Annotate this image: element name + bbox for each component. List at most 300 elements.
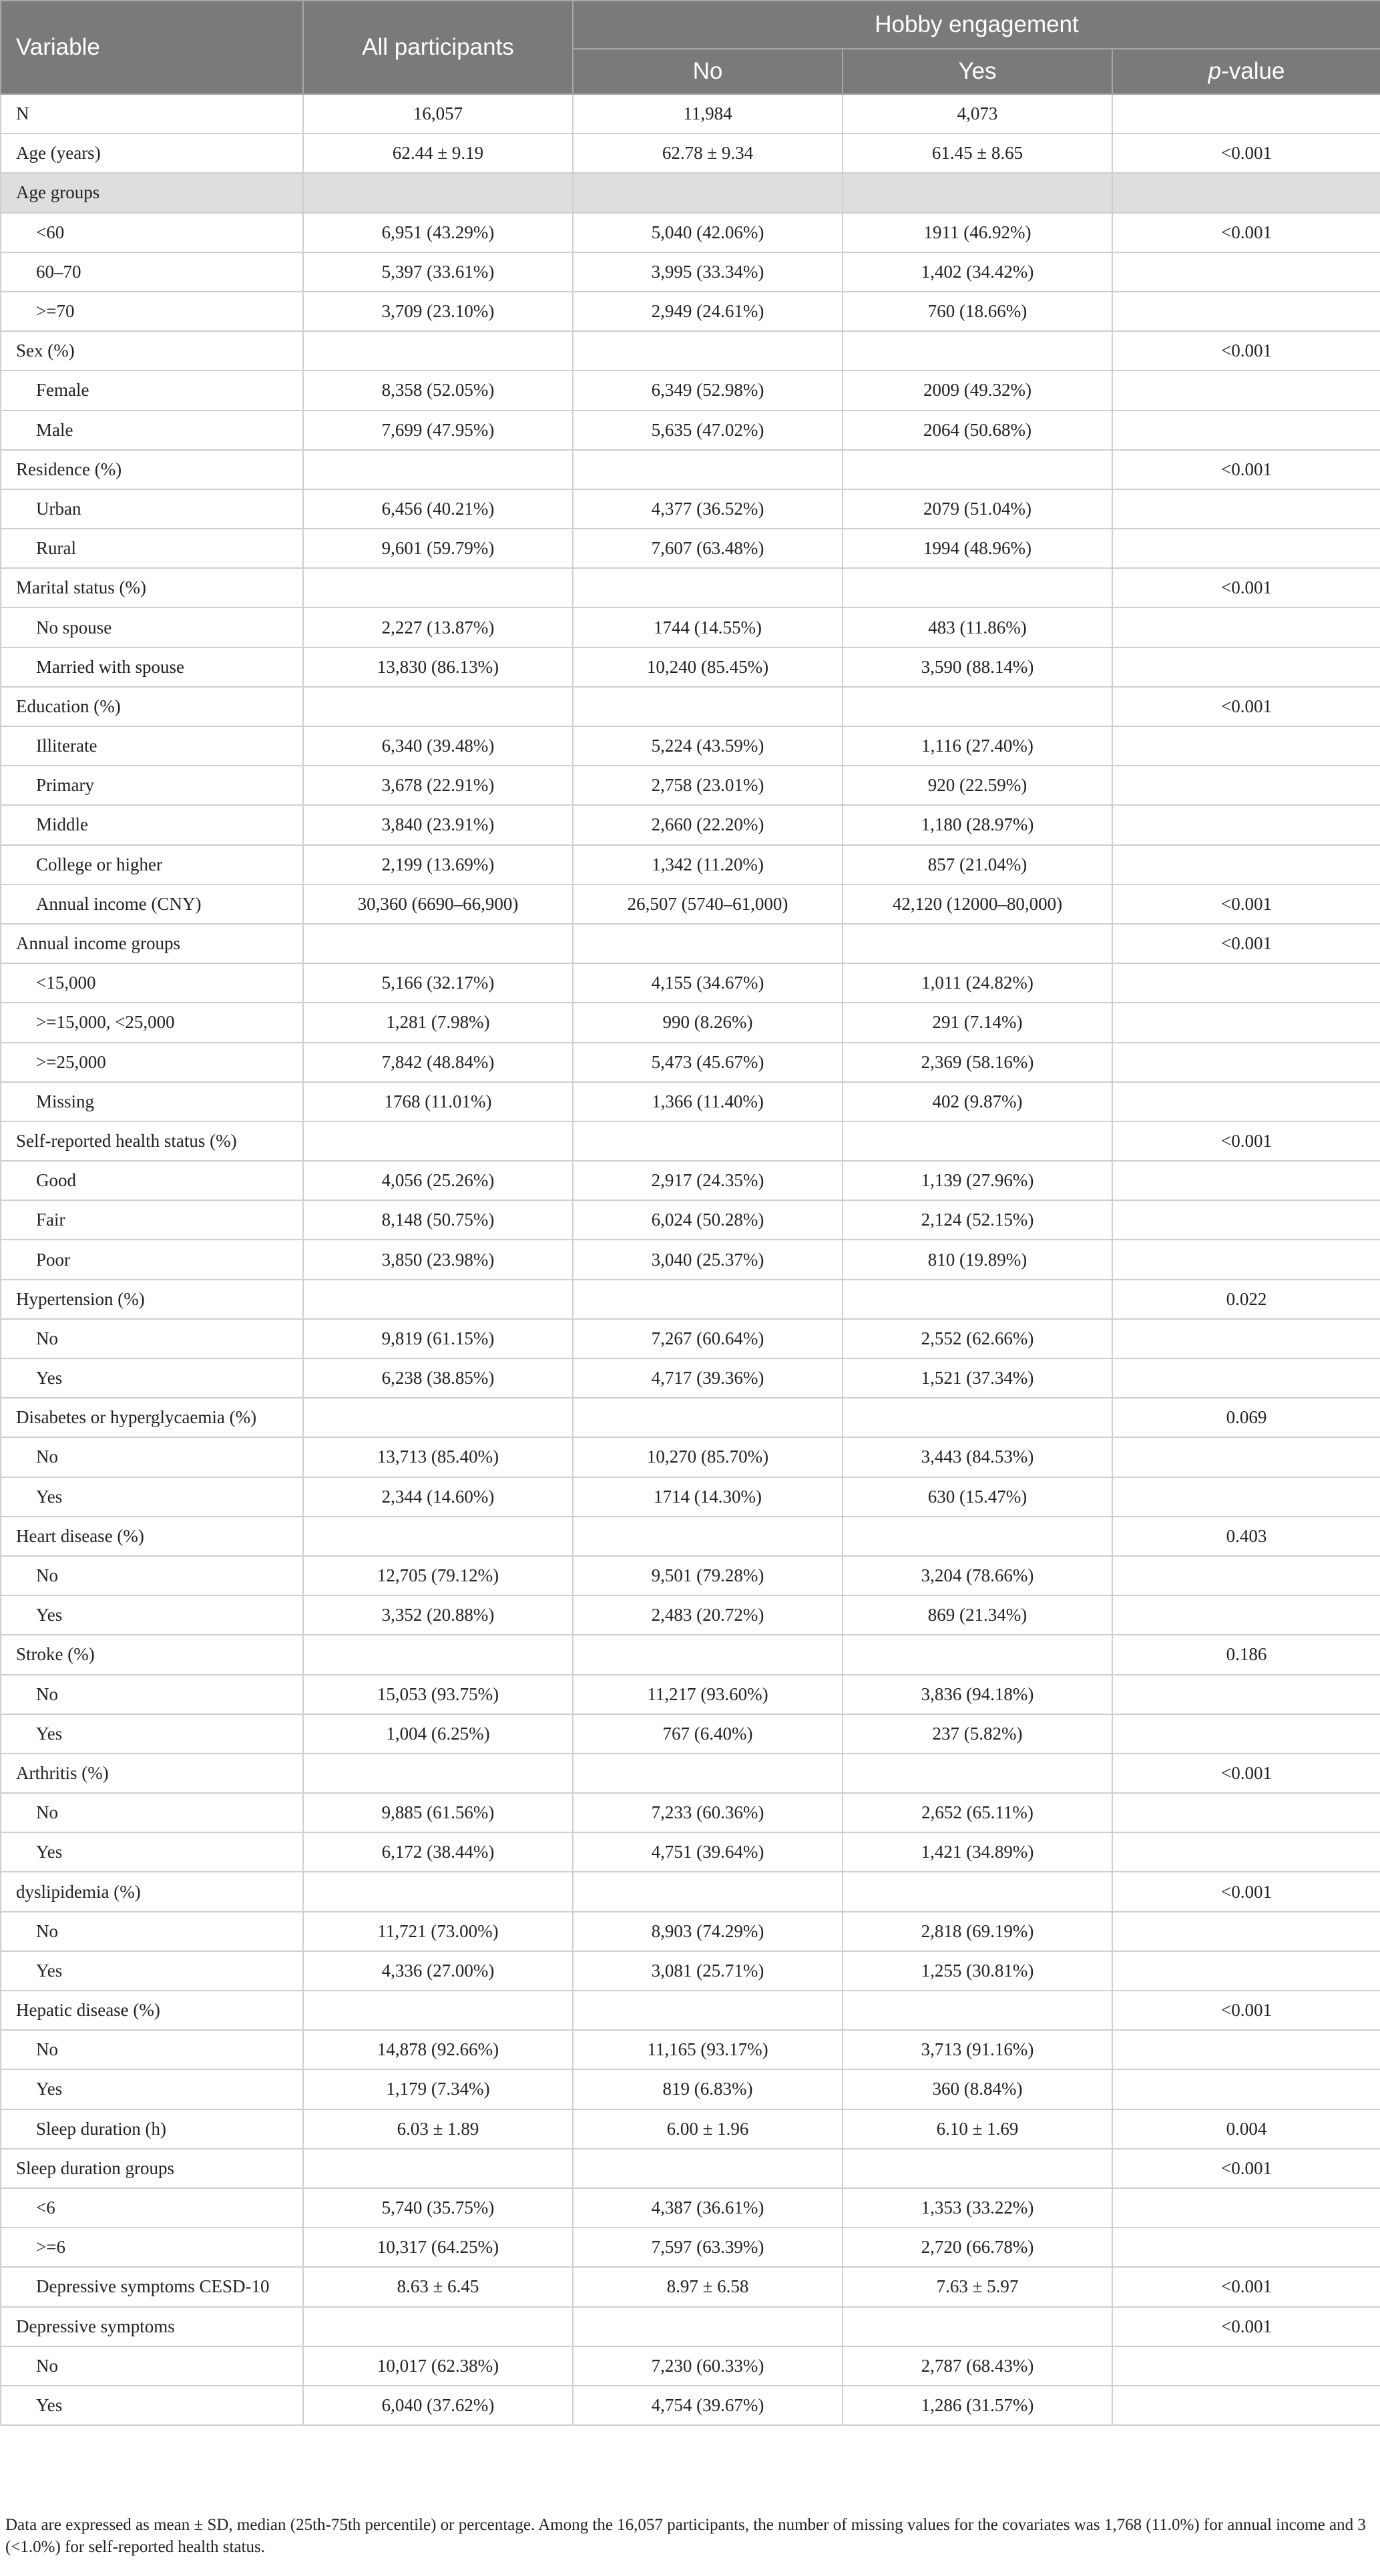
hobby-yes-cell xyxy=(843,2149,1112,2188)
table-row xyxy=(1,1832,1380,1872)
variable-cell: Yes xyxy=(1,2386,303,2425)
all-participants-cell xyxy=(303,568,573,607)
hobby-no-cell: 8.97 ± 6.58 xyxy=(573,2267,843,2306)
hobby-no-cell: 4,754 (39.67%) xyxy=(573,2386,843,2425)
all-participants-cell: 2,344 (14.60%) xyxy=(303,1477,573,1517)
all-participants-cell xyxy=(303,2149,573,2188)
table-row xyxy=(1,607,1380,647)
p-value-cell xyxy=(1112,1832,1380,1872)
variable-cell: No xyxy=(1,1793,303,1832)
hobby-yes-cell: 810 (19.89%) xyxy=(843,1240,1112,1279)
header-variable: Variable xyxy=(1,1,303,94)
hobby-no-cell: 6.00 ± 1.96 xyxy=(573,2109,843,2149)
all-participants-cell: 62.44 ± 9.19 xyxy=(303,134,573,173)
hobby-no-cell: 5,635 (47.02%) xyxy=(573,411,843,450)
hobby-no-cell: 4,387 (36.61%) xyxy=(573,2188,843,2228)
all-participants-cell: 11,721 (73.00%) xyxy=(303,1912,573,1951)
all-participants-cell: 13,830 (86.13%) xyxy=(303,648,573,687)
p-value-cell: <0.001 xyxy=(1112,1872,1380,1911)
hobby-yes-cell: 7.63 ± 5.97 xyxy=(843,2267,1112,2306)
p-value-cell xyxy=(1112,1714,1380,1754)
p-value-cell xyxy=(1112,726,1380,766)
p-value-cell xyxy=(1112,2346,1380,2386)
hobby-no-cell: 819 (6.83%) xyxy=(573,2069,843,2109)
variable-cell: 60–70 xyxy=(1,252,303,292)
hobby-yes-cell: 2064 (50.68%) xyxy=(843,411,1112,450)
all-participants-cell xyxy=(303,1121,573,1161)
p-value-cell: 0.403 xyxy=(1112,1517,1380,1556)
table-row xyxy=(1,805,1380,844)
table-row xyxy=(1,1793,1380,1832)
table-row xyxy=(1,1082,1380,1121)
hobby-no-cell: 1744 (14.55%) xyxy=(573,607,843,647)
all-participants-cell: 6.03 ± 1.89 xyxy=(303,2109,573,2149)
all-participants-cell: 2,199 (13.69%) xyxy=(303,845,573,884)
variable-cell: Stroke (%) xyxy=(1,1635,303,1674)
variable-cell: Poor xyxy=(1,1240,303,1279)
table-row xyxy=(1,2267,1380,2306)
hobby-no-cell: 5,224 (43.59%) xyxy=(573,726,843,766)
table-row xyxy=(1,2228,1380,2267)
hobby-yes-cell xyxy=(843,1398,1112,1437)
variable-cell: <60 xyxy=(1,213,303,252)
hobby-yes-cell: 1,521 (37.34%) xyxy=(843,1358,1112,1398)
all-participants-cell: 8,148 (50.75%) xyxy=(303,1200,573,1240)
hobby-yes-cell xyxy=(843,173,1112,212)
variable-cell: Middle xyxy=(1,805,303,844)
table-row xyxy=(1,489,1380,529)
p-value-cell xyxy=(1112,607,1380,647)
p-value-cell xyxy=(1112,1793,1380,1832)
variable-cell: Urban xyxy=(1,489,303,529)
p-value-cell xyxy=(1112,2030,1380,2069)
variable-cell: >=70 xyxy=(1,292,303,331)
all-participants-cell xyxy=(303,331,573,370)
all-participants-cell: 6,172 (38.44%) xyxy=(303,1832,573,1872)
variable-cell: Sleep duration (h) xyxy=(1,2109,303,2149)
all-participants-cell: 15,053 (93.75%) xyxy=(303,1675,573,1714)
variable-cell: Depressive symptoms xyxy=(1,2307,303,2346)
all-participants-cell: 5,740 (35.75%) xyxy=(303,2188,573,2228)
table-row xyxy=(1,1319,1380,1358)
all-participants-cell: 8,358 (52.05%) xyxy=(303,370,573,410)
table-row xyxy=(1,1714,1380,1754)
p-value-cell xyxy=(1112,252,1380,292)
p-value-cell xyxy=(1112,1200,1380,1240)
variable-cell: Annual income (CNY) xyxy=(1,884,303,924)
table-body xyxy=(1,94,1380,2425)
table-row xyxy=(1,1912,1380,1951)
hobby-no-cell: 5,040 (42.06%) xyxy=(573,213,843,252)
hobby-yes-cell: 1,421 (34.89%) xyxy=(843,1832,1112,1872)
hobby-no-cell xyxy=(573,2149,843,2188)
hobby-no-cell: 1,342 (11.20%) xyxy=(573,845,843,884)
p-value-cell: <0.001 xyxy=(1112,568,1380,607)
hobby-yes-cell: 1,180 (28.97%) xyxy=(843,805,1112,844)
hobby-no-cell: 767 (6.40%) xyxy=(573,1714,843,1754)
p-value-cell xyxy=(1112,1437,1380,1477)
hobby-no-cell xyxy=(573,1517,843,1556)
all-participants-cell: 3,709 (23.10%) xyxy=(303,292,573,331)
hobby-no-cell: 7,233 (60.36%) xyxy=(573,1793,843,1832)
hobby-no-cell: 6,024 (50.28%) xyxy=(573,1200,843,1240)
p-value-cell xyxy=(1112,1358,1380,1398)
all-participants-cell: 8.63 ± 6.45 xyxy=(303,2267,573,2306)
variable-cell: Yes xyxy=(1,1358,303,1398)
table-row xyxy=(1,2386,1380,2425)
table-row xyxy=(1,2069,1380,2109)
hobby-yes-cell: 2,124 (52.15%) xyxy=(843,1200,1112,1240)
p-value-cell xyxy=(1112,292,1380,331)
p-value-cell: <0.001 xyxy=(1112,134,1380,173)
all-participants-cell: 3,850 (23.98%) xyxy=(303,1240,573,1279)
hobby-no-cell xyxy=(573,1754,843,1793)
table-row xyxy=(1,1200,1380,1240)
hobby-no-cell xyxy=(573,173,843,212)
variable-cell: Fair xyxy=(1,1200,303,1240)
hobby-yes-cell: 630 (15.47%) xyxy=(843,1477,1112,1517)
variable-cell: No spouse xyxy=(1,607,303,647)
variable-cell: Yes xyxy=(1,1595,303,1635)
all-participants-cell xyxy=(303,1754,573,1793)
variable-cell: Yes xyxy=(1,1714,303,1754)
hobby-yes-cell: 4,073 xyxy=(843,94,1112,134)
hobby-no-cell xyxy=(573,450,843,489)
variable-cell: Depressive symptoms CESD-10 xyxy=(1,2267,303,2306)
all-participants-cell: 3,352 (20.88%) xyxy=(303,1595,573,1635)
table-row xyxy=(1,450,1380,489)
hobby-no-cell xyxy=(573,1280,843,1319)
variable-cell: No xyxy=(1,1319,303,1358)
hobby-yes-cell: 1,116 (27.40%) xyxy=(843,726,1112,766)
hobby-yes-cell: 42,120 (12000–80,000) xyxy=(843,884,1112,924)
table-row xyxy=(1,1595,1380,1635)
all-participants-cell xyxy=(303,450,573,489)
table-row xyxy=(1,2346,1380,2386)
hobby-yes-cell: 1,011 (24.82%) xyxy=(843,963,1112,1003)
hobby-no-cell: 9,501 (79.28%) xyxy=(573,1556,843,1595)
p-value-cell: 0.004 xyxy=(1112,2109,1380,2149)
variable-cell: No xyxy=(1,2346,303,2386)
variable-cell: Hepatic disease (%) xyxy=(1,1991,303,2030)
p-value-cell xyxy=(1112,370,1380,410)
all-participants-cell xyxy=(303,1517,573,1556)
table-row xyxy=(1,1240,1380,1279)
hobby-yes-cell xyxy=(843,1754,1112,1793)
all-participants-cell: 6,340 (39.48%) xyxy=(303,726,573,766)
table-row xyxy=(1,568,1380,607)
all-participants-cell xyxy=(303,1991,573,2030)
all-participants-cell: 5,166 (32.17%) xyxy=(303,963,573,1003)
table-row xyxy=(1,213,1380,252)
hobby-yes-cell: 2,787 (68.43%) xyxy=(843,2346,1112,2386)
p-value-cell: <0.001 xyxy=(1112,2267,1380,2306)
p-value-cell xyxy=(1112,805,1380,844)
header-hobby-engagement: Hobby engagement xyxy=(573,1,1380,49)
all-participants-cell xyxy=(303,173,573,212)
hobby-yes-cell: 3,443 (84.53%) xyxy=(843,1437,1112,1477)
p-value-cell: <0.001 xyxy=(1112,924,1380,963)
variable-cell: College or higher xyxy=(1,845,303,884)
p-value-cell xyxy=(1112,1595,1380,1635)
hobby-yes-cell: 857 (21.04%) xyxy=(843,845,1112,884)
all-participants-cell: 1,179 (7.34%) xyxy=(303,2069,573,2109)
hobby-no-cell: 6,349 (52.98%) xyxy=(573,370,843,410)
p-value-cell xyxy=(1112,411,1380,450)
all-participants-cell: 13,713 (85.40%) xyxy=(303,1437,573,1477)
table-row xyxy=(1,1675,1380,1714)
hobby-yes-cell: 6.10 ± 1.69 xyxy=(843,2109,1112,2149)
variable-cell: Residence (%) xyxy=(1,450,303,489)
hobby-no-cell xyxy=(573,568,843,607)
variable-cell: Male xyxy=(1,411,303,450)
hobby-yes-cell: 1994 (48.96%) xyxy=(843,529,1112,568)
hobby-yes-cell: 1911 (46.92%) xyxy=(843,213,1112,252)
hobby-yes-cell: 1,402 (34.42%) xyxy=(843,252,1112,292)
variable-cell: Marital status (%) xyxy=(1,568,303,607)
variable-cell: >=15,000, <25,000 xyxy=(1,1003,303,1042)
variable-cell: Arthritis (%) xyxy=(1,1754,303,1793)
table-row xyxy=(1,924,1380,963)
section-row xyxy=(1,173,1380,212)
table-row xyxy=(1,1951,1380,1991)
p-value-cell: <0.001 xyxy=(1112,450,1380,489)
all-participants-cell: 5,397 (33.61%) xyxy=(303,252,573,292)
table-row xyxy=(1,1477,1380,1517)
table-row xyxy=(1,411,1380,450)
hobby-no-cell xyxy=(573,1991,843,2030)
hobby-yes-cell: 2,369 (58.16%) xyxy=(843,1043,1112,1082)
p-value-cell: 0.069 xyxy=(1112,1398,1380,1437)
hobby-no-cell: 5,473 (45.67%) xyxy=(573,1043,843,1082)
p-value-cell xyxy=(1112,766,1380,805)
p-value-cell xyxy=(1112,2386,1380,2425)
hobby-no-cell: 3,995 (33.34%) xyxy=(573,252,843,292)
hobby-no-cell: 2,758 (23.01%) xyxy=(573,766,843,805)
hobby-yes-cell: 3,204 (78.66%) xyxy=(843,1556,1112,1595)
hobby-no-cell xyxy=(573,1121,843,1161)
hobby-no-cell xyxy=(573,687,843,726)
p-value-cell xyxy=(1112,2188,1380,2228)
table-row xyxy=(1,331,1380,370)
variable-cell: No xyxy=(1,1556,303,1595)
all-participants-cell: 6,040 (37.62%) xyxy=(303,2386,573,2425)
hobby-yes-cell xyxy=(843,331,1112,370)
table-row xyxy=(1,370,1380,410)
p-value-cell xyxy=(1112,2069,1380,2109)
hobby-yes-cell: 3,590 (88.14%) xyxy=(843,648,1112,687)
header-p-suffix: -value xyxy=(1221,58,1285,84)
all-participants-cell: 4,056 (25.26%) xyxy=(303,1161,573,1200)
table-row xyxy=(1,134,1380,173)
hobby-yes-cell: 1,353 (33.22%) xyxy=(843,2188,1112,2228)
p-value-cell xyxy=(1112,1319,1380,1358)
hobby-no-cell: 4,155 (34.67%) xyxy=(573,963,843,1003)
hobby-yes-cell: 360 (8.84%) xyxy=(843,2069,1112,2109)
p-value-cell: <0.001 xyxy=(1112,1121,1380,1161)
hobby-no-cell: 26,507 (5740–61,000) xyxy=(573,884,843,924)
hobby-yes-cell xyxy=(843,1635,1112,1674)
p-value-cell: <0.001 xyxy=(1112,884,1380,924)
variable-cell: Good xyxy=(1,1161,303,1200)
hobby-no-cell: 8,903 (74.29%) xyxy=(573,1912,843,1951)
hobby-no-cell: 62.78 ± 9.34 xyxy=(573,134,843,173)
hobby-yes-cell: 483 (11.86%) xyxy=(843,607,1112,647)
p-value-cell xyxy=(1112,1240,1380,1279)
all-participants-cell: 7,842 (48.84%) xyxy=(303,1043,573,1082)
table-row xyxy=(1,1043,1380,1082)
hobby-yes-cell: 2,720 (66.78%) xyxy=(843,2228,1112,2267)
p-value-cell xyxy=(1112,1951,1380,1991)
all-participants-cell xyxy=(303,1280,573,1319)
p-value-cell xyxy=(1112,1161,1380,1200)
table-row xyxy=(1,726,1380,766)
all-participants-cell xyxy=(303,1398,573,1437)
variable-cell: Female xyxy=(1,370,303,410)
table-row xyxy=(1,2109,1380,2149)
all-participants-cell: 9,601 (59.79%) xyxy=(303,529,573,568)
variable-cell: >=25,000 xyxy=(1,1043,303,1082)
hobby-no-cell: 7,597 (63.39%) xyxy=(573,2228,843,2267)
table-row xyxy=(1,845,1380,884)
hobby-no-cell: 2,660 (22.20%) xyxy=(573,805,843,844)
table-row xyxy=(1,648,1380,687)
variable-cell: Rural xyxy=(1,529,303,568)
all-participants-cell: 2,227 (13.87%) xyxy=(303,607,573,647)
variable-cell: Heart disease (%) xyxy=(1,1517,303,1556)
all-participants-cell: 10,317 (64.25%) xyxy=(303,2228,573,2267)
variable-cell: Disabetes or hyperglycaemia (%) xyxy=(1,1398,303,1437)
p-value-cell xyxy=(1112,1912,1380,1951)
header-no: No xyxy=(573,49,843,94)
all-participants-cell: 10,017 (62.38%) xyxy=(303,2346,573,2386)
p-value-cell: <0.001 xyxy=(1112,1754,1380,1793)
variable-cell: Annual income groups xyxy=(1,924,303,963)
hobby-no-cell: 11,165 (93.17%) xyxy=(573,2030,843,2069)
hobby-yes-cell xyxy=(843,568,1112,607)
hobby-yes-cell xyxy=(843,2307,1112,2346)
variable-cell: Primary xyxy=(1,766,303,805)
all-participants-cell xyxy=(303,1872,573,1911)
hobby-yes-cell: 760 (18.66%) xyxy=(843,292,1112,331)
all-participants-cell: 14,878 (92.66%) xyxy=(303,2030,573,2069)
variable-cell: Yes xyxy=(1,1832,303,1872)
variable-cell: No xyxy=(1,1437,303,1477)
hobby-no-cell: 10,240 (85.45%) xyxy=(573,648,843,687)
variable-cell: No xyxy=(1,1675,303,1714)
hobby-yes-cell: 237 (5.82%) xyxy=(843,1714,1112,1754)
table-row xyxy=(1,766,1380,805)
table-row xyxy=(1,1991,1380,2030)
all-participants-cell: 1,281 (7.98%) xyxy=(303,1003,573,1042)
hobby-no-cell: 4,377 (36.52%) xyxy=(573,489,843,529)
hobby-yes-cell: 3,836 (94.18%) xyxy=(843,1675,1112,1714)
variable-cell: Self-reported health status (%) xyxy=(1,1121,303,1161)
hobby-no-cell xyxy=(573,331,843,370)
p-value-cell xyxy=(1112,1003,1380,1042)
table-row xyxy=(1,292,1380,331)
table-row xyxy=(1,252,1380,292)
p-value-cell: <0.001 xyxy=(1112,1991,1380,2030)
table-row xyxy=(1,2149,1380,2188)
p-value-cell xyxy=(1112,173,1380,212)
p-value-cell xyxy=(1112,1477,1380,1517)
hobby-no-cell xyxy=(573,924,843,963)
header-p-value xyxy=(1112,49,1380,94)
all-participants-cell: 12,705 (79.12%) xyxy=(303,1556,573,1595)
hobby-no-cell xyxy=(573,1635,843,1674)
variable-cell: Yes xyxy=(1,1951,303,1991)
hobby-yes-cell: 2009 (49.32%) xyxy=(843,370,1112,410)
table-row xyxy=(1,687,1380,726)
table-row xyxy=(1,1635,1380,1674)
all-participants-cell: 3,678 (22.91%) xyxy=(303,766,573,805)
hobby-no-cell: 3,040 (25.37%) xyxy=(573,1240,843,1279)
variable-cell: Yes xyxy=(1,1477,303,1517)
table-row xyxy=(1,1437,1380,1477)
hobby-no-cell: 2,483 (20.72%) xyxy=(573,1595,843,1635)
variable-cell: Age (years) xyxy=(1,134,303,173)
table-row xyxy=(1,1398,1380,1437)
hobby-yes-cell: 3,713 (91.16%) xyxy=(843,2030,1112,2069)
p-value-cell: 0.186 xyxy=(1112,1635,1380,1674)
hobby-no-cell: 11,217 (93.60%) xyxy=(573,1675,843,1714)
table-row xyxy=(1,529,1380,568)
hobby-yes-cell: 869 (21.34%) xyxy=(843,1595,1112,1635)
hobby-yes-cell: 1,139 (27.96%) xyxy=(843,1161,1112,1200)
hobby-yes-cell: 920 (22.59%) xyxy=(843,766,1112,805)
variable-cell: <15,000 xyxy=(1,963,303,1003)
variable-cell: No xyxy=(1,2030,303,2069)
all-participants-cell: 7,699 (47.95%) xyxy=(303,411,573,450)
p-value-cell xyxy=(1112,845,1380,884)
table-row xyxy=(1,2188,1380,2228)
variable-cell: Sex (%) xyxy=(1,331,303,370)
all-participants-cell xyxy=(303,2307,573,2346)
table-row xyxy=(1,2030,1380,2069)
table-row xyxy=(1,1161,1380,1200)
hobby-no-cell: 11,984 xyxy=(573,94,843,134)
p-value-cell xyxy=(1112,2228,1380,2267)
variable-cell: Missing xyxy=(1,1082,303,1121)
p-value-cell xyxy=(1112,648,1380,687)
table-row xyxy=(1,1872,1380,1911)
hobby-yes-cell xyxy=(843,1991,1112,2030)
p-value-cell xyxy=(1112,94,1380,134)
variable-cell: N xyxy=(1,94,303,134)
table-footnote: Data are expressed as mean ± SD, median (25th-75th percentile) or percentage. Among the 16,057 participants, the number of missing values for the covariates was 1,768 (11.0%) for annual income and 3 (<1.0%) for self-reported health status. xyxy=(5,2516,1366,2556)
p-value-cell: 0.022 xyxy=(1112,1280,1380,1319)
table-row xyxy=(1,884,1380,924)
table-header xyxy=(1,1,1380,94)
hobby-no-cell xyxy=(573,2307,843,2346)
variable-cell: No xyxy=(1,1912,303,1951)
table-row xyxy=(1,1556,1380,1595)
hobby-yes-cell xyxy=(843,1872,1112,1911)
all-participants-cell xyxy=(303,687,573,726)
table-row xyxy=(1,1517,1380,1556)
hobby-no-cell: 4,751 (39.64%) xyxy=(573,1832,843,1872)
hobby-no-cell xyxy=(573,1398,843,1437)
variable-cell: Sleep duration groups xyxy=(1,2149,303,2188)
hobby-no-cell: 4,717 (39.36%) xyxy=(573,1358,843,1398)
hobby-yes-cell xyxy=(843,924,1112,963)
hobby-no-cell: 2,949 (24.61%) xyxy=(573,292,843,331)
variable-cell: Hypertension (%) xyxy=(1,1280,303,1319)
table-row xyxy=(1,1754,1380,1793)
all-participants-cell: 1768 (11.01%) xyxy=(303,1082,573,1121)
hobby-no-cell: 10,270 (85.70%) xyxy=(573,1437,843,1477)
